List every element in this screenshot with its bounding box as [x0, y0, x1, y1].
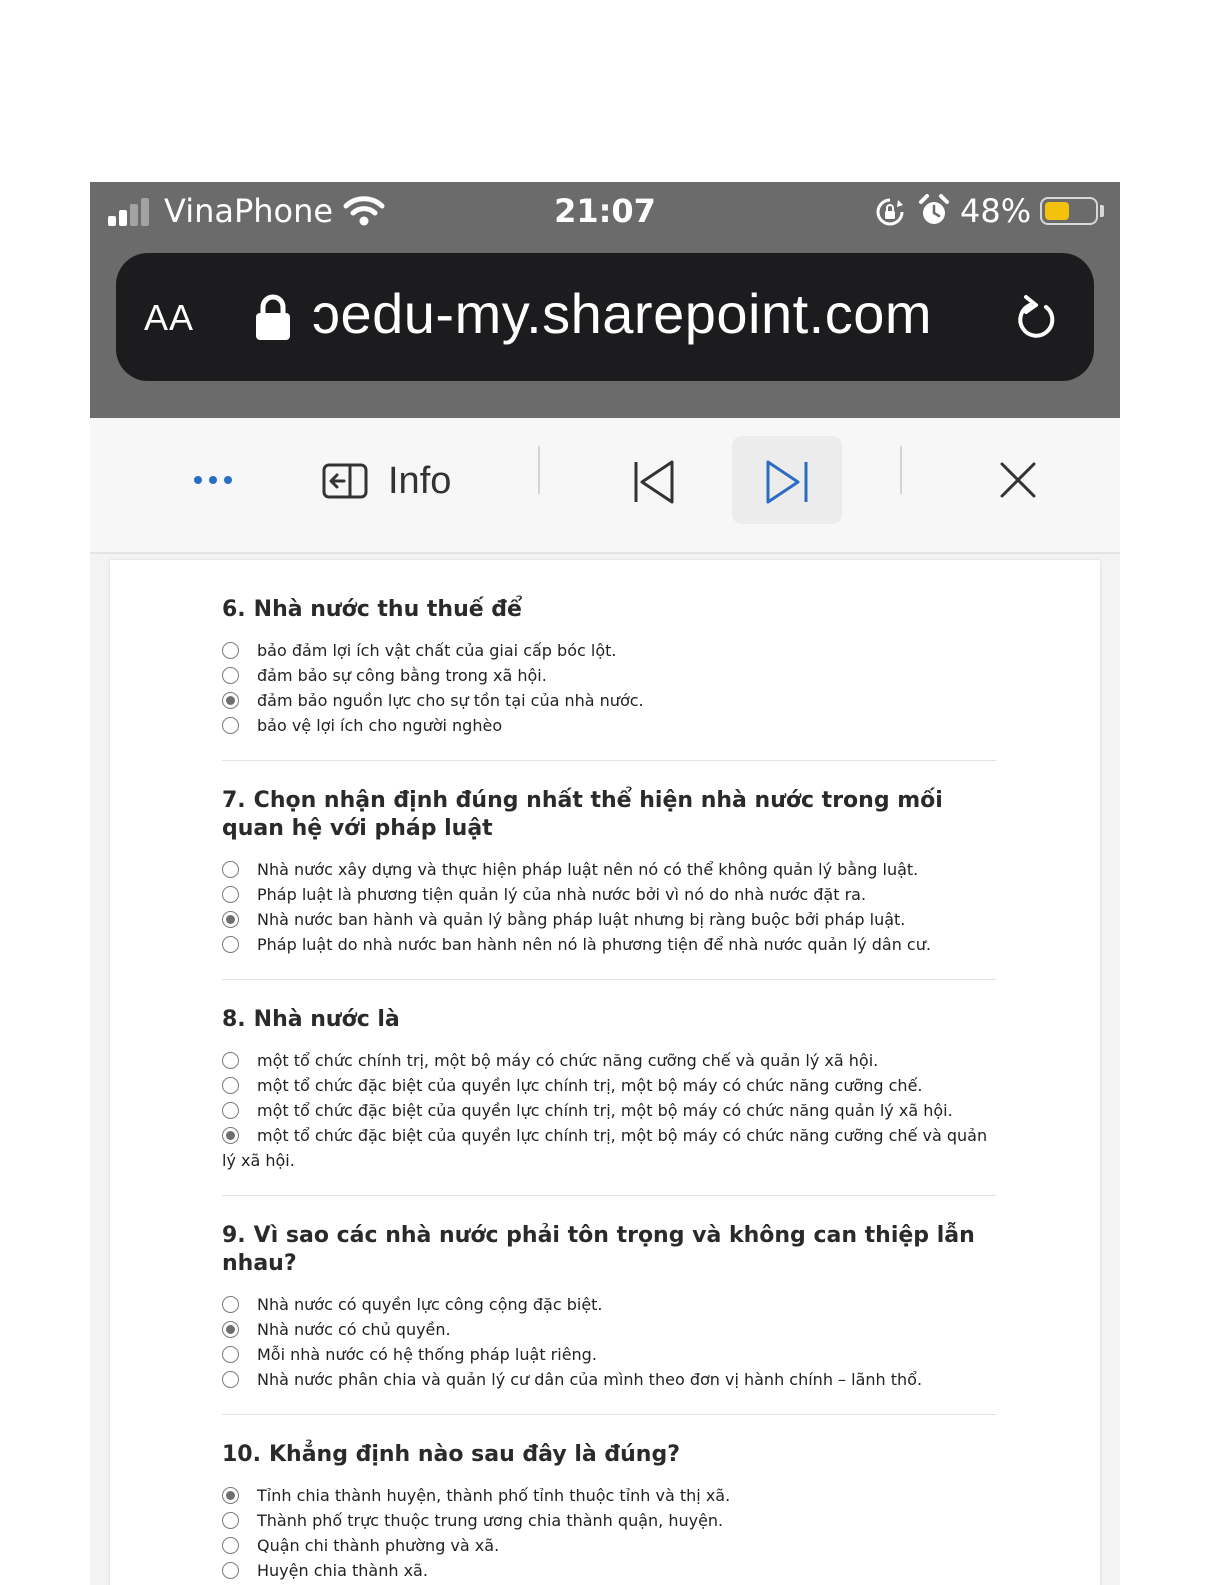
answer-option[interactable]: bảo vệ lợi ích cho người nghèo — [222, 713, 996, 738]
question-block — [222, 596, 996, 761]
info-panel-icon — [322, 463, 368, 499]
battery-tip — [1100, 205, 1104, 217]
answer-option[interactable]: Thành phố trực thuộc trung ương chia thành quận, huyện. — [222, 1508, 996, 1533]
battery-percent: 48% — [960, 192, 1032, 230]
answer-option[interactable]: Nhà nước có quyền lực công cộng đặc biệt. — [222, 1292, 996, 1317]
question-text: Khẳng định nào sau đây là đúng? — [268, 1442, 680, 1467]
info-button[interactable] — [322, 456, 451, 506]
more-options-icon[interactable] — [188, 458, 238, 502]
answer-option[interactable]: Mỗi nhà nước có hệ thống pháp luật riêng. — [222, 1342, 996, 1367]
answer-option[interactable]: Huyện chia thành xã. — [222, 1558, 996, 1583]
question-title — [222, 787, 996, 843]
info-label: Info — [388, 459, 452, 502]
answer-option[interactable]: Pháp luật do nhà nước ban hành nên nó là phương tiện để nhà nước quản lý dân cư. — [222, 932, 996, 957]
battery-level — [1045, 202, 1069, 220]
question-title — [222, 1441, 996, 1469]
next-page-icon — [762, 456, 812, 508]
text-size-button[interactable]: AA — [144, 297, 195, 338]
rotation-lock-icon — [874, 196, 906, 228]
answer-option-selected[interactable]: Nhà nước ban hành và quản lý bằng pháp luật nhưng bị ràng buộc bởi pháp luật. — [222, 907, 996, 932]
question-number: 9. — [222, 1223, 246, 1248]
toolbar-divider — [538, 446, 540, 494]
answer-option[interactable]: Pháp luật là phương tiện quản lý của nhà nước bởi vì nó do nhà nước đặt ra. — [222, 882, 996, 907]
question-title — [222, 1006, 996, 1034]
url-text[interactable]: ɔedu-my.sharepoint.com — [312, 282, 932, 345]
question-title — [222, 1222, 996, 1278]
answer-option-selected[interactable]: một tổ chức đặc biệt của quyền lực chính trị, một bộ máy có chức năng cưỡng chế và quản lý xã hội. — [222, 1123, 996, 1173]
close-icon[interactable] — [994, 456, 1042, 504]
answer-option[interactable]: đảm bảo sự công bằng trong xã hội. — [222, 663, 996, 688]
answer-option[interactable]: một tổ chức đặc biệt của quyền lực chính trị, một bộ máy có chức năng cưỡng chế. — [222, 1073, 996, 1098]
quiz-content — [222, 596, 996, 1585]
viewer-toolbar — [90, 418, 1120, 554]
question-number: 7. — [222, 788, 246, 813]
answer-option[interactable]: một tổ chức đặc biệt của quyền lực chính trị, một bộ máy có chức năng quản lý xã hội. — [222, 1098, 996, 1123]
question-number: 10. — [222, 1442, 261, 1467]
phone-screen — [90, 182, 1120, 1585]
question-text: Nhà nước thu thuế để — [253, 597, 522, 622]
signal-strength-icon — [108, 196, 154, 226]
status-time: 21:07 — [554, 192, 656, 230]
alarm-icon — [918, 194, 950, 228]
previous-page-icon[interactable] — [624, 456, 684, 508]
carrier-name: VinaPhone — [164, 192, 334, 230]
question-text: Nhà nước là — [253, 1007, 400, 1032]
answer-option[interactable]: Quận chi thành phường và xã. — [222, 1533, 996, 1558]
answer-option[interactable]: một tổ chức chính trị, một bộ máy có chức năng cưỡng chế và quản lý xã hội. — [222, 1048, 996, 1073]
answer-option[interactable]: Nhà nước xây dựng và thực hiện pháp luật nên nó có thể không quản lý bằng luật. — [222, 857, 996, 882]
wifi-icon — [342, 194, 386, 228]
answer-option-selected[interactable]: Tỉnh chia thành huyện, thành phố tỉnh thuộc tỉnh và thị xã. — [222, 1483, 996, 1508]
document-page — [110, 560, 1100, 1585]
next-page-button[interactable] — [732, 436, 842, 524]
question-block — [222, 1222, 996, 1415]
question-block — [222, 1006, 996, 1196]
lock-icon — [254, 293, 292, 341]
question-block — [222, 1441, 996, 1585]
question-text: Vì sao các nhà nước phải tôn trọng và không can thiệp lẫn nhau? — [222, 1223, 975, 1276]
reload-icon[interactable] — [1012, 293, 1060, 345]
answer-option-selected[interactable]: đảm bảo nguồn lực cho sự tồn tại của nhà nước. — [222, 688, 996, 713]
question-number: 8. — [222, 1007, 246, 1032]
answer-option[interactable]: bảo đảm lợi ích vật chất của giai cấp bóc lột. — [222, 638, 996, 663]
answer-option-selected[interactable]: Nhà nước có chủ quyền. — [222, 1317, 996, 1342]
question-title — [222, 596, 996, 624]
answer-option[interactable]: Nhà nước phân chia và quản lý cư dân của mình theo đơn vị hành chính – lãnh thổ. — [222, 1367, 996, 1392]
question-text: Chọn nhận định đúng nhất thể hiện nhà nước trong mối quan hệ với pháp luật — [222, 788, 943, 841]
address-bar[interactable] — [116, 253, 1094, 381]
browser-chrome — [90, 244, 1120, 418]
toolbar-divider — [900, 446, 902, 494]
question-number: 6. — [222, 597, 246, 622]
status-bar — [90, 182, 1120, 244]
question-block — [222, 787, 996, 980]
battery-icon — [1040, 197, 1098, 225]
